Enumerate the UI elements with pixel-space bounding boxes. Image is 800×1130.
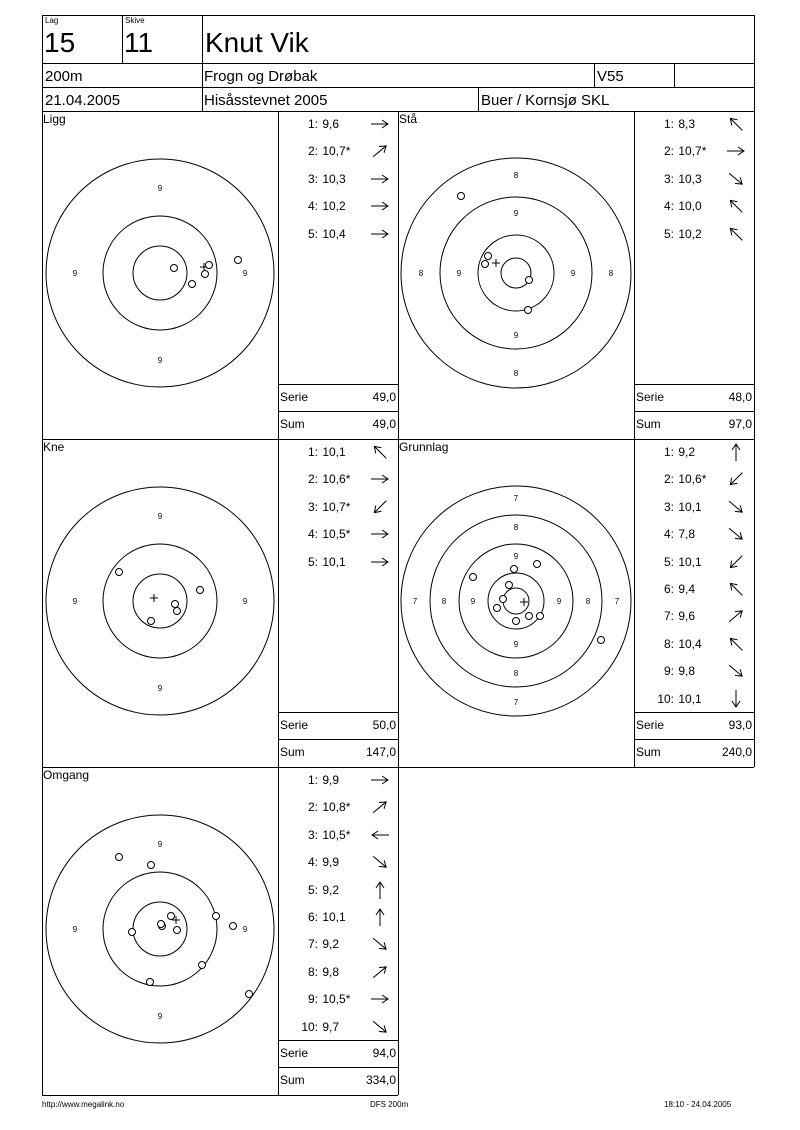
shot-value: 9,8 xyxy=(675,664,696,679)
shot-number: 10: xyxy=(657,691,674,706)
serie-row-value: 48,0 xyxy=(728,390,752,404)
direction-arrow-icon xyxy=(726,227,746,241)
shot-hole xyxy=(513,618,520,625)
shooter-name: Knut Vik xyxy=(205,27,309,58)
shot-value: 7,8 xyxy=(675,527,696,542)
shot-number: 10: xyxy=(301,1019,318,1034)
shot-number: 1: xyxy=(307,773,318,787)
direction-arrow-icon xyxy=(726,527,746,541)
shot-number: 7: xyxy=(307,937,318,952)
shot-value: 10,1 xyxy=(319,554,346,569)
direction-arrow-icon xyxy=(370,500,390,514)
shot-hole xyxy=(525,307,532,314)
direction-arrow-icon xyxy=(370,773,390,787)
shot-number: 2: xyxy=(307,800,318,815)
shot-value: 10,4 xyxy=(675,636,702,651)
shot-value: 10,0 xyxy=(675,199,702,214)
shot-hole xyxy=(147,979,154,986)
shot-hole xyxy=(537,613,544,620)
ring-label: 9 xyxy=(157,512,163,521)
shot-value: 9,6 xyxy=(675,609,696,624)
shot-number: 9: xyxy=(307,992,318,1007)
shot-hole xyxy=(598,637,605,644)
target-ring-inner xyxy=(133,574,187,628)
shot-value: 10,7* xyxy=(319,499,351,514)
shot-number: 6: xyxy=(307,910,318,924)
sum-row xyxy=(636,745,752,759)
serie-row xyxy=(636,718,752,732)
target-ring-outer xyxy=(401,486,631,716)
direction-arrow-icon xyxy=(370,199,390,213)
shot-value: 9,8 xyxy=(319,964,340,979)
ring-label: 8 xyxy=(513,369,519,378)
direction-arrow-icon xyxy=(370,910,390,924)
shot-row xyxy=(654,472,715,486)
target-kne xyxy=(42,439,278,767)
shot-hole xyxy=(470,574,477,581)
shot-number: 3: xyxy=(663,171,674,186)
target-ring-outer xyxy=(401,158,631,388)
ring-label: 9 xyxy=(513,552,519,561)
shot-value: 10,6* xyxy=(675,472,707,487)
direction-arrow-icon xyxy=(370,800,390,814)
shot-value: 10,8* xyxy=(319,800,351,815)
shot-number: 1: xyxy=(307,445,318,459)
ring-label: 9 xyxy=(242,269,248,278)
ring-label: 9 xyxy=(72,925,78,934)
shot-value: 10,2 xyxy=(675,226,702,241)
ring-label: 9 xyxy=(513,331,519,340)
sum-row-value: 97,0 xyxy=(728,417,752,431)
shot-value: 10,5* xyxy=(319,827,351,842)
shot-row xyxy=(298,1020,359,1034)
shot-value: 10,7* xyxy=(675,144,707,159)
shot-value: 9,2 xyxy=(319,882,340,897)
group-center-cross xyxy=(150,594,158,602)
serie-row xyxy=(280,1046,396,1060)
direction-arrow-icon xyxy=(370,937,390,951)
sum-row-value: 334,0 xyxy=(365,1073,396,1087)
shot-row xyxy=(654,637,715,651)
direction-arrow-icon xyxy=(726,692,746,706)
shot-value: 10,5* xyxy=(319,992,351,1007)
direction-arrow-icon xyxy=(370,117,390,131)
sum-row xyxy=(280,417,396,431)
shot-value: 10,1 xyxy=(675,499,702,514)
ring-label: 7 xyxy=(412,597,418,606)
serie-row-value: 50,0 xyxy=(372,718,396,732)
shot-row xyxy=(298,199,359,213)
shot-hole xyxy=(197,587,204,594)
shot-number: 3: xyxy=(663,499,674,514)
shot-number: 5: xyxy=(663,554,674,569)
shot-number: 5: xyxy=(663,226,674,241)
lag-value: 15 xyxy=(44,27,76,58)
ring-label: 9 xyxy=(242,597,248,606)
shot-value: 10,5* xyxy=(319,527,351,542)
shot-value: 9,9 xyxy=(319,855,340,870)
shot-number: 3: xyxy=(307,171,318,186)
shot-number: 3: xyxy=(307,827,318,842)
direction-arrow-icon xyxy=(370,527,390,541)
ring-label: 9 xyxy=(470,597,476,606)
shot-row xyxy=(298,773,359,787)
shot-number: 5: xyxy=(307,226,318,241)
shot-number: 2: xyxy=(663,144,674,159)
ring-label: 8 xyxy=(513,669,519,678)
serie-row-label: Serie xyxy=(636,390,665,404)
ring-label: 8 xyxy=(418,269,424,278)
direction-arrow-icon xyxy=(726,144,746,158)
sum-row-value: 240,0 xyxy=(721,745,752,759)
direction-arrow-icon xyxy=(370,555,390,569)
serie-row xyxy=(280,718,396,732)
club-name: Frogn og Drøbak xyxy=(204,68,318,85)
serie-row-value: 94,0 xyxy=(372,1046,396,1060)
shot-hole xyxy=(171,265,178,272)
direction-arrow-icon xyxy=(726,172,746,186)
shot-row xyxy=(298,144,359,158)
ring-label: 9 xyxy=(157,184,163,193)
footer-url[interactable]: http://www.megalink.no xyxy=(42,1100,125,1109)
shot-number: 2: xyxy=(663,472,674,487)
ring-label: 9 xyxy=(242,925,248,934)
shot-row xyxy=(298,828,359,842)
serie-row xyxy=(280,390,396,404)
shot-value: 9,6 xyxy=(319,117,340,131)
distance: 200m xyxy=(45,68,83,85)
ring-label: 9 xyxy=(157,684,163,693)
target-omgang xyxy=(42,767,278,1095)
ring-label: 9 xyxy=(570,269,576,278)
direction-arrow-icon xyxy=(370,472,390,486)
shot-hole xyxy=(494,605,501,612)
direction-arrow-icon xyxy=(370,965,390,979)
shot-hole xyxy=(534,561,541,568)
shot-hole xyxy=(526,277,533,284)
target-stå xyxy=(398,111,634,439)
shot-number: 4: xyxy=(663,199,674,214)
shot-row xyxy=(654,144,715,158)
direction-arrow-icon xyxy=(726,472,746,486)
shot-hole xyxy=(500,596,507,603)
shot-row xyxy=(298,800,359,814)
sum-row-label: Sum xyxy=(636,745,661,759)
direction-arrow-icon xyxy=(370,144,390,158)
shot-row xyxy=(298,527,359,541)
shot-hole xyxy=(148,618,155,625)
shot-row xyxy=(298,910,359,924)
shot-hole xyxy=(168,913,175,920)
shot-number: 6: xyxy=(663,582,674,596)
shot-value: 10,3 xyxy=(319,171,346,186)
shot-number: 7: xyxy=(663,609,674,624)
direction-arrow-icon xyxy=(726,637,746,651)
shot-number: 8: xyxy=(663,636,674,651)
shot-value: 10,1 xyxy=(675,554,702,569)
shot-number: 4: xyxy=(307,199,318,214)
stage-title: Omgang xyxy=(43,768,90,782)
shot-value: 8,3 xyxy=(675,117,696,131)
direction-arrow-icon xyxy=(726,117,746,131)
shot-row xyxy=(654,692,715,706)
shot-hole xyxy=(199,962,206,969)
target-ring-inner xyxy=(478,235,554,311)
serie-row-label: Serie xyxy=(280,390,309,404)
target-ring-bull xyxy=(503,588,529,614)
serie-row-label: Serie xyxy=(280,718,309,732)
footer-timestamp: 18:10 - 24.04.2005 xyxy=(664,1100,732,1109)
ring-label: 9 xyxy=(513,640,519,649)
shot-value: 10,2 xyxy=(319,199,346,214)
target-ring-middle xyxy=(103,216,217,330)
shot-hole xyxy=(246,991,253,998)
shot-value: 10,1 xyxy=(675,691,702,706)
shot-row xyxy=(298,992,359,1006)
ring-label: 8 xyxy=(513,523,519,532)
shot-hole xyxy=(174,608,181,615)
ring-label: 9 xyxy=(72,597,78,606)
sum-row-value: 49,0 xyxy=(372,417,396,431)
ring-label: 7 xyxy=(513,494,519,503)
shot-hole xyxy=(230,923,237,930)
shot-value: 10,3 xyxy=(675,171,702,186)
direction-arrow-icon xyxy=(726,500,746,514)
target-ring-outer xyxy=(46,487,274,715)
shot-hole xyxy=(158,921,165,928)
direction-arrow-icon xyxy=(726,555,746,569)
shot-hole xyxy=(458,193,465,200)
direction-arrow-icon xyxy=(370,855,390,869)
ring-label: 8 xyxy=(513,171,519,180)
sum-row-label: Sum xyxy=(280,745,305,759)
stage-title: Grunnlag xyxy=(399,440,449,454)
sum-row xyxy=(636,417,752,431)
shot-number: 1: xyxy=(663,117,674,131)
shot-row xyxy=(654,445,715,459)
shot-hole xyxy=(189,281,196,288)
shot-value: 9,9 xyxy=(319,773,340,787)
class-label: V55 xyxy=(597,68,624,85)
ring-label: 8 xyxy=(608,269,614,278)
shot-hole xyxy=(482,261,489,268)
ring-label: 9 xyxy=(556,597,562,606)
ring-label: 9 xyxy=(157,840,163,849)
shot-number: 2: xyxy=(307,144,318,159)
shot-value: 10,7* xyxy=(319,144,351,159)
ring-label: 9 xyxy=(513,209,519,218)
sum-row-label: Sum xyxy=(280,417,305,431)
shot-hole xyxy=(526,613,533,620)
shot-hole xyxy=(506,582,513,589)
target-ligg xyxy=(42,111,278,439)
shot-row xyxy=(654,117,715,131)
skive-value: 11 xyxy=(124,27,154,58)
shot-value: 10,4 xyxy=(319,226,346,241)
direction-arrow-icon xyxy=(370,828,390,842)
direction-arrow-icon xyxy=(370,172,390,186)
ring-label: 9 xyxy=(456,269,462,278)
shot-row xyxy=(654,172,715,186)
shot-row xyxy=(298,883,359,897)
serie-row-label: Serie xyxy=(636,718,665,732)
shot-number: 1: xyxy=(663,445,674,459)
direction-arrow-icon xyxy=(370,1020,390,1034)
direction-arrow-icon xyxy=(370,883,390,897)
shot-number: 1: xyxy=(307,117,318,131)
target-ring-middle xyxy=(103,544,217,658)
shot-hole xyxy=(148,862,155,869)
shot-number: 5: xyxy=(307,554,318,569)
shot-number: 9: xyxy=(663,664,674,679)
shot-row xyxy=(654,609,715,623)
shot-row xyxy=(654,664,715,678)
shot-number: 2: xyxy=(307,472,318,487)
shot-row xyxy=(298,937,359,951)
shot-number: 4: xyxy=(307,855,318,870)
shot-hole xyxy=(116,569,123,576)
serie-row-label: Serie xyxy=(280,1046,309,1060)
target-ring-middle xyxy=(440,197,592,349)
shot-row xyxy=(298,965,359,979)
shot-row xyxy=(298,555,359,569)
direction-arrow-icon xyxy=(726,199,746,213)
shot-hole xyxy=(129,929,136,936)
shot-number: 4: xyxy=(307,527,318,542)
direction-arrow-icon xyxy=(726,445,746,459)
shot-hole xyxy=(202,271,209,278)
shot-hole xyxy=(235,257,242,264)
sum-row xyxy=(280,745,396,759)
ring-label: 7 xyxy=(614,597,620,606)
shot-row xyxy=(298,227,359,241)
shot-row xyxy=(654,227,715,241)
skive-label: Skive xyxy=(125,16,145,25)
shot-row xyxy=(298,445,359,459)
direction-arrow-icon xyxy=(370,992,390,1006)
target-ring-inner xyxy=(133,246,187,300)
target-grunnlag xyxy=(398,439,634,767)
shot-hole xyxy=(172,601,179,608)
sum-row xyxy=(280,1073,396,1087)
ring-label: 9 xyxy=(157,356,163,365)
shot-row xyxy=(298,855,359,869)
serie-row-value: 93,0 xyxy=(728,718,752,732)
shot-row xyxy=(298,117,359,131)
event-name: Hisåsstevnet 2005 xyxy=(204,92,328,109)
group-center-cross xyxy=(520,598,528,606)
direction-arrow-icon xyxy=(726,582,746,596)
shot-number: 5: xyxy=(307,882,318,897)
shot-row xyxy=(298,500,359,514)
event-location: Buer / Kornsjø SKL xyxy=(481,92,610,109)
target-ring-bull xyxy=(501,258,531,288)
stage-title: Stå xyxy=(399,112,418,126)
shot-value: 9,7 xyxy=(319,1019,340,1034)
shot-hole xyxy=(485,253,492,260)
stage-title: Ligg xyxy=(43,112,66,126)
serie-row xyxy=(636,390,752,404)
footer-center: DFS 200m xyxy=(370,1100,409,1109)
shot-value: 9,4 xyxy=(675,582,696,596)
shot-number: 4: xyxy=(663,527,674,542)
target-ring-2 xyxy=(430,515,602,687)
shot-row xyxy=(654,582,715,596)
direction-arrow-icon xyxy=(726,609,746,623)
shot-row xyxy=(298,472,359,486)
sum-row-label: Sum xyxy=(280,1073,305,1087)
shot-value: 9,2 xyxy=(319,937,340,952)
shot-hole xyxy=(511,566,518,573)
shot-hole xyxy=(206,262,213,269)
shot-row xyxy=(654,199,715,213)
shot-row xyxy=(298,172,359,186)
ring-label: 7 xyxy=(513,698,519,707)
ring-label: 8 xyxy=(441,597,447,606)
direction-arrow-icon xyxy=(370,227,390,241)
shot-number: 3: xyxy=(307,499,318,514)
target-ring-outer xyxy=(46,159,274,387)
ring-label: 9 xyxy=(157,1012,163,1021)
shot-value: 10,1 xyxy=(319,445,346,459)
sum-row-label: Sum xyxy=(636,417,661,431)
shot-hole xyxy=(116,854,123,861)
shot-row xyxy=(654,527,715,541)
serie-row-value: 49,0 xyxy=(372,390,396,404)
shot-number: 8: xyxy=(307,964,318,979)
ring-label: 8 xyxy=(585,597,591,606)
shot-value: 10,6* xyxy=(319,472,351,487)
sum-row-value: 147,0 xyxy=(365,745,396,759)
shot-hole xyxy=(174,927,181,934)
stage-title: Kne xyxy=(43,440,65,454)
direction-arrow-icon xyxy=(726,664,746,678)
shot-value: 10,1 xyxy=(319,910,346,924)
group-center-cross xyxy=(492,259,500,267)
shot-value: 9,2 xyxy=(675,445,696,459)
shot-row xyxy=(654,500,715,514)
direction-arrow-icon xyxy=(370,445,390,459)
lag-label: Lag xyxy=(45,16,59,25)
event-date: 21.04.2005 xyxy=(45,92,121,109)
ring-label: 9 xyxy=(72,269,78,278)
shot-row xyxy=(654,555,715,569)
shot-hole xyxy=(213,913,220,920)
